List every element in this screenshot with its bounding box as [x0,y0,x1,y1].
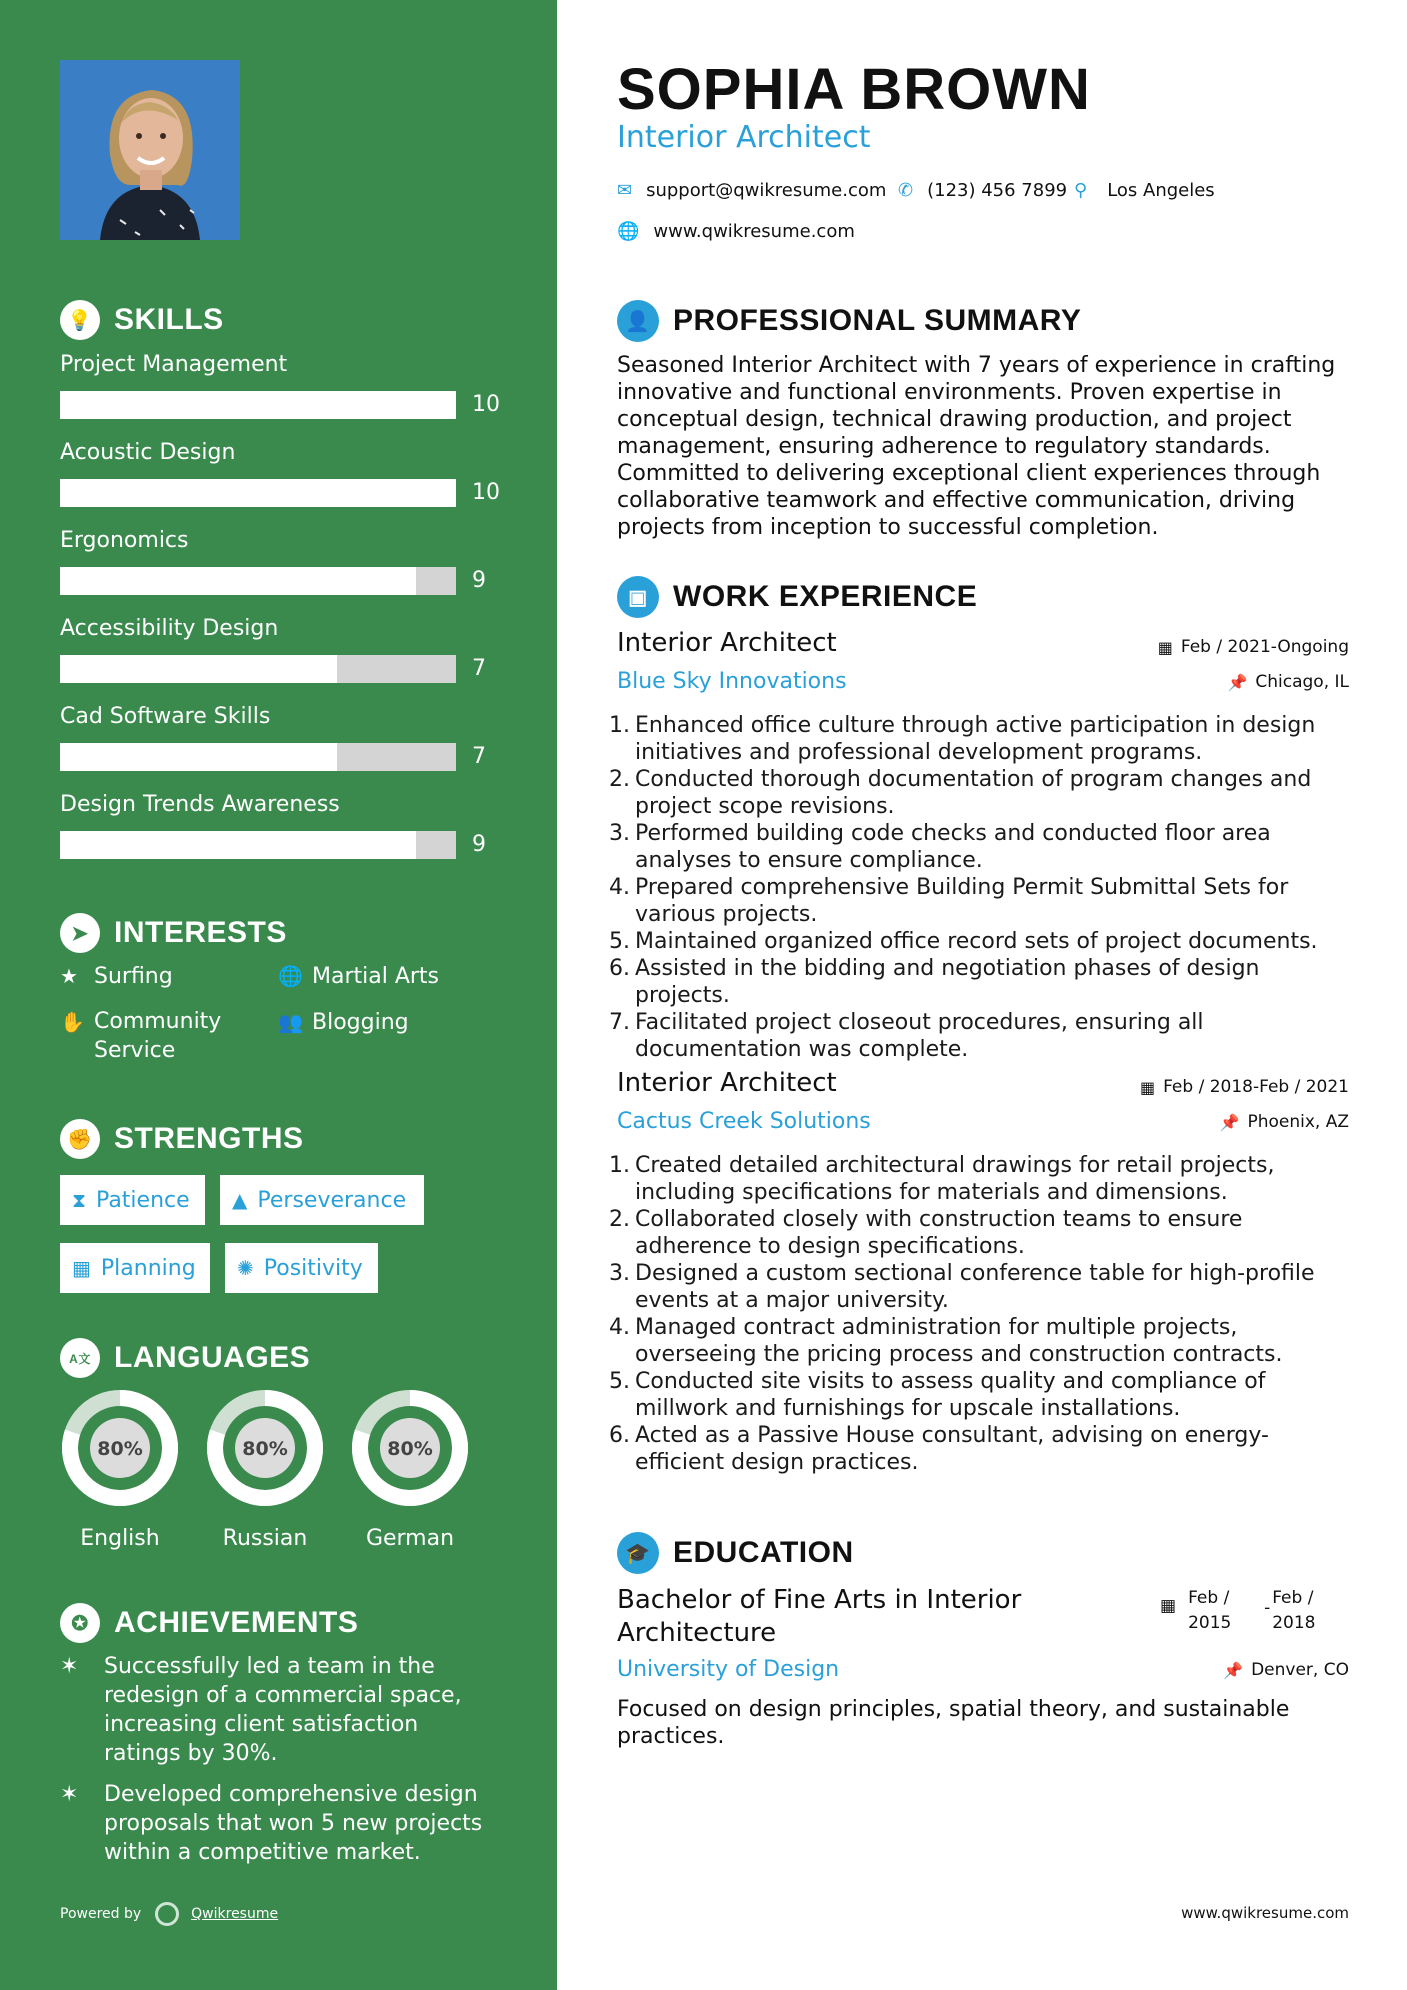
summary-text: Seasoned Interior Architect with 7 years of experience in crafting innovative and functional environments. Proven expertise in conceptual design, technical drawing production, and project management, ensuring adherence to regulatory standards. Committed to delivering exceptional client experiences through collaborative teamwork and effective communication, driving projects from inception to successful completion. [617,353,1336,540]
experience-heading [617,576,977,618]
skill-bar-fill [60,831,416,859]
skill-level: 9 [472,568,486,593]
list-number: 2. [609,767,630,792]
achievements-heading [60,1603,358,1643]
skill-bar [60,567,456,595]
responsibility-text: Enhanced office culture through active participation in design initiatives and professional development programs. [635,713,1316,765]
interest-label: Community Service [94,1009,222,1063]
sidebar [0,0,557,1990]
skill-bar-fill [60,655,337,683]
responsibility-text: Created detailed architectural drawings for retail projects, including specifications for materials and dimensions. [635,1153,1275,1205]
job-dates [1158,637,1349,657]
skill-bar [60,743,456,771]
responsibility-item [609,1314,1357,1368]
strength-patience [60,1175,205,1225]
calendar-icon: ▦ [72,1256,91,1280]
map-pin-icon: ⚲ [1074,180,1088,201]
education-location [1223,1660,1349,1680]
strengths-heading [60,1119,304,1159]
list-number: 1. [609,1153,630,1178]
list-number: 5. [609,1369,630,1394]
presenter-icon: ▣ [617,576,659,618]
job-company: Blue Sky Innovations [617,669,847,694]
interest-label: Surfing [94,964,173,989]
brand-link[interactable]: Qwikresume [191,1906,279,1922]
job-responsibilities [609,712,1357,1063]
job-title: Interior Architect [617,1068,837,1098]
list-number: 4. [609,1315,630,1340]
powered-by [60,1902,278,1926]
job-company: Cactus Creek Solutions [617,1109,871,1134]
paper-plane-icon: ➤ [60,913,100,953]
responsibility-text: Conducted thorough documentation of program changes and project scope revisions. [635,767,1312,819]
hand-icon: ✋ [60,1010,85,1034]
skill-bar-fill [60,391,456,419]
language-donut [60,1388,180,1508]
strength-planning [60,1243,210,1293]
responsibility-text: Prepared comprehensive Building Permit Submittal Sets for various projects. [635,875,1289,927]
skill-bar [60,655,456,683]
language-percent: 80% [97,1438,143,1460]
skills-heading [60,300,224,340]
globe-icon: 🌐 [617,221,640,242]
school-name: University of Design [617,1657,840,1682]
responsibility-item [609,874,1357,928]
interest-martial-arts [278,964,439,989]
skill-level: 7 [472,744,486,769]
languages-title: LANGUAGES [114,1341,311,1374]
pushpin-icon: 📌 [1223,1660,1244,1680]
star-burst-icon: ✶ [60,1782,79,1807]
profile-photo [60,60,240,240]
strength-positivity [225,1243,378,1293]
candidate-name: SOPHIA BROWN [617,57,1091,122]
interests-title: INTERESTS [114,916,287,949]
degree-title: Bachelor of Fine Arts in Interior Architecture [617,1585,1022,1648]
star-burst-icon: ✶ [60,1654,79,1679]
skill-name: Project Management [60,352,288,377]
interest-label: Blogging [312,1010,409,1035]
responsibility-item [609,1422,1357,1476]
contact-location [1074,180,1215,201]
hourglass-icon: ⧗ [72,1188,87,1212]
experience-title: WORK EXPERIENCE [673,580,978,613]
language-donut [350,1388,470,1508]
website-text: www.qwikresume.com [653,221,855,242]
language-percent: 80% [242,1438,288,1460]
list-number: 6. [609,956,630,981]
strength-label: Patience [96,1187,190,1213]
contact-website[interactable] [617,221,855,242]
calendar-icon: ▦ [1157,637,1173,657]
people-icon: 👥 [278,1010,303,1034]
envelope-icon: ✉ [617,180,633,201]
responsibility-item [609,1260,1357,1314]
location-text: Los Angeles [1107,180,1215,201]
responsibility-item [609,820,1357,874]
translate-icon: A文 [60,1338,100,1378]
responsibility-text: Conducted site visits to assess quality and compliance of millwork and furnishings for upscale installations. [635,1369,1266,1421]
achievement-text: Successfully led a team in the redesign of a commercial space, increasing client satisfaction ratings by 30%. [104,1654,462,1766]
portrait-illustration [60,60,240,240]
interest-surfing [60,964,173,989]
summary-title: PROFESSIONAL SUMMARY [673,304,1082,337]
job-dates [1140,1077,1349,1097]
achievements-title: ACHIEVEMENTS [114,1606,359,1639]
skill-name: Cad Software Skills [60,704,271,729]
skill-name: Acoustic Design [60,440,236,465]
achievement-item [60,1652,500,1768]
language-percent: 80% [387,1438,433,1460]
interest-community-service [60,1010,221,1065]
skill-bar-fill [60,743,337,771]
list-number: 7. [609,1010,630,1035]
skill-level: 10 [472,392,500,417]
globe-icon: 🌐 [278,964,303,988]
strength-label: Positivity [263,1255,363,1281]
list-number: 5. [609,929,630,954]
education-date-separator: - [1264,1598,1271,1618]
education-heading [617,1532,854,1574]
graduate-icon: 🎓 [617,1532,659,1574]
email-text: support@qwikresume.com [646,180,887,201]
education-title: EDUCATION [673,1536,854,1569]
phone-icon: ✆ [898,180,914,201]
skill-level: 10 [472,480,500,505]
responsibility-text: Facilitated project closeout procedures, ensuring all documentation was complete. [635,1010,1204,1062]
job-dates-text: Feb / 2018-Feb / 2021 [1163,1077,1349,1097]
list-number: 4. [609,875,630,900]
list-number: 1. [609,713,630,738]
language-name: English [80,1526,160,1551]
responsibility-text: Acted as a Passive House consultant, advising on energy-efficient design practices. [635,1423,1269,1475]
pushpin-icon: 📌 [1227,672,1248,692]
job-title: Interior Architect [617,628,837,658]
skill-name: Ergonomics [60,528,189,553]
achievement-item [60,1780,500,1867]
candidate-role: Interior Architect [617,120,871,155]
skill-bar [60,391,456,419]
responsibility-item [609,766,1357,820]
responsibility-item [609,1152,1357,1206]
language-item [60,1388,180,1551]
skill-bar [60,479,456,507]
education-date-start: Feb / 2015 [1188,1588,1232,1633]
powered-by-label: Powered by [60,1906,142,1922]
job-location [1227,672,1349,692]
job-responsibilities [609,1152,1357,1476]
responsibility-text: Maintained organized office record sets of project documents. [635,929,1318,954]
job-dates-text: Feb / 2021-Ongoing [1180,637,1349,657]
strengths-title: STRENGTHS [114,1122,304,1155]
lightbulb-icon: 💡 [60,300,100,340]
user-icon: 👤 [617,300,659,342]
list-number: 6. [609,1423,630,1448]
list-number: 2. [609,1207,630,1232]
skill-name: Design Trends Awareness [60,792,340,817]
pushpin-icon: 📌 [1219,1112,1240,1132]
star-icon: ★ [60,964,78,988]
list-number: 3. [609,1261,630,1286]
skill-level: 9 [472,832,486,857]
language-name: German [365,1526,455,1551]
job-location-text: Phoenix, AZ [1247,1112,1349,1132]
summary-heading [617,300,1081,342]
interests-heading [60,913,287,953]
responsibility-item [609,1009,1357,1063]
responsibility-text: Collaborated closely with construction teams to ensure adherence to design specifications. [635,1207,1243,1259]
contact-email[interactable] [617,180,886,201]
phone-text: (123) 456 7899 [927,180,1068,201]
skill-bar [60,831,456,859]
languages-heading [60,1338,310,1378]
hand-icon: ✊ [60,1119,100,1159]
skill-bar-fill [60,567,416,595]
calendar-icon: ▦ [1160,1596,1177,1616]
list-number: 3. [609,821,630,846]
road-icon: ▲ [232,1188,248,1212]
responsibility-item [609,712,1357,766]
skills-title: SKILLS [114,303,224,336]
achievement-text: Developed comprehensive design proposals that won 5 new projects within a competitive market. [104,1782,483,1865]
responsibility-item [609,955,1357,1009]
calendar-icon: ▦ [1139,1077,1156,1097]
responsibility-item [609,928,1357,955]
qwikresume-logo-icon [155,1902,179,1926]
job-location-text: Chicago, IL [1255,672,1349,692]
sun-icon: ✺ [237,1256,254,1280]
language-name: Russian [222,1526,308,1551]
interest-label: Martial Arts [312,964,440,989]
responsibility-text: Designed a custom sectional conference table for high-profile events at a major university. [635,1261,1315,1313]
responsibility-text: Performed building code checks and conducted floor area analyses to ensure compliance. [635,821,1271,873]
language-item [350,1388,470,1551]
education-dates [1160,1586,1332,1636]
education-description: Focused on design principles, spatial theory, and sustainable practices. [617,1697,1290,1749]
strength-label: Perseverance [257,1187,407,1213]
skill-level: 7 [472,656,486,681]
star-badge-icon: ✪ [60,1603,100,1643]
language-donut [205,1388,325,1508]
skill-name: Accessibility Design [60,616,279,641]
education-location-text: Denver, CO [1251,1660,1349,1680]
responsibility-text: Managed contract administration for multiple projects, overseeing the pricing process and construction contracts. [635,1315,1283,1367]
skill-bar-fill [60,479,456,507]
contact-phone[interactable] [898,180,1067,201]
job-location [1220,1112,1349,1132]
responsibility-item [609,1368,1357,1422]
responsibility-text: Assisted in the bidding and negotiation phases of design projects. [635,956,1260,1008]
strength-perseverance [220,1175,424,1225]
strength-label: Planning [100,1255,196,1281]
footer-url[interactable]: www.qwikresume.com [1181,1904,1349,1922]
education-date-end: Feb / 2018 [1272,1588,1316,1633]
responsibility-item [609,1206,1357,1260]
interest-blogging [278,1010,409,1035]
language-item [205,1388,325,1551]
